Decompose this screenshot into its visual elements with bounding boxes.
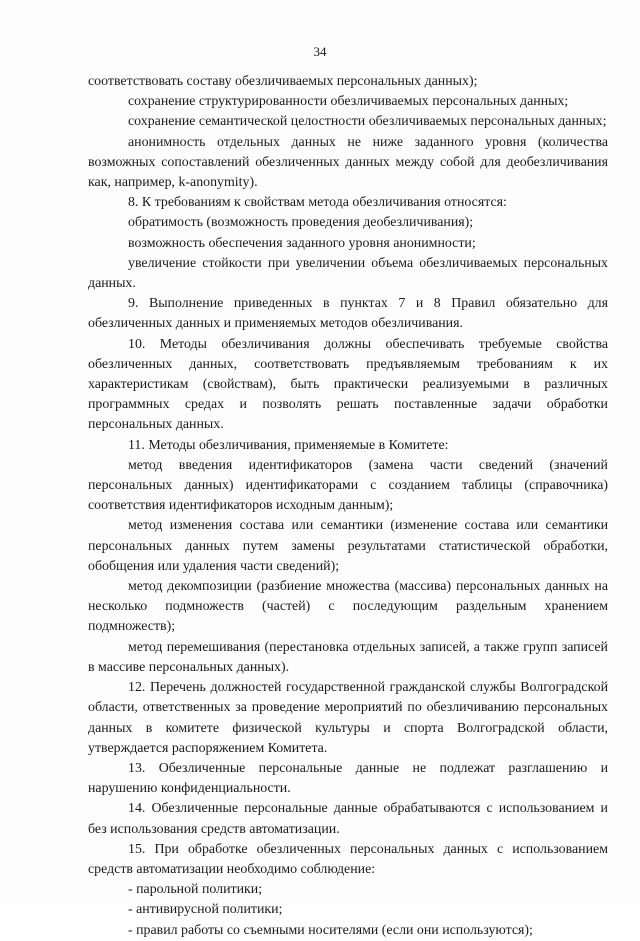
paragraph: метод декомпозиции (разбиение множества (массива) персональных данных на несколько подмножеств (частей) с последующим раздельным хранением подмножеств); [88,579,608,635]
paragraph: 9. Выполнение приведенных в пунктах 7 и 8 Правил обязательно для обезличенных данных и применяемых методов обезличивания. [88,296,608,332]
paragraph: 12. Перечень должностей государственной гражданской службы Волгоградской области, ответственных за проведение мероприятий по обезличиванию персональных данных в комитете физической культуры и спорта Волгоградской области, утверждается распоряжением Комитета. [88,680,608,756]
paragraph: метод перемешивания (перестановка отдельных записей, а также групп записей в массиве персональных данных). [88,639,608,675]
paragraph: сохранение семантической целостности обезличиваемых персональных данных; [128,114,607,130]
paragraph: возможность обеспечения заданного уровня анонимности; [128,235,476,251]
list-item: - правил работы со съемными носителями (если они используются); [128,922,533,938]
paragraph: анонимность отдельных данных не ниже заданного уровня (количества возможных сопоставлений обезличенных данных между собой для деобезличивания как, например, k-anonymity). [88,134,608,191]
paragraph: метод изменения состава или семантики (изменение состава или семантики персональных данных путем замены результатами статистической обработки, обобщения или удаления части сведений); [88,518,608,574]
paragraph: сохранение структурированности обезличиваемых персональных данных; [128,94,569,110]
paragraph: 8. К требованиям к свойствам метода обезличивания относятся: [128,195,507,211]
page-number: 34 [313,44,327,59]
paragraph: 14. Обезличенные персональные данные обрабатываются с использованием и без использования средств автоматизации. [88,801,608,837]
paragraph: 15. При обработке обезличенных персональных данных с использованием средств автоматизации необходимо соблюдение: [88,841,608,877]
list-item: - парольной политики; [128,882,263,898]
paragraph: соответствовать составу обезличиваемых персональных данных); [88,74,478,89]
paragraph: обратимость (возможность проведения деобезличивания); [128,215,474,231]
paragraph: увеличение стойкости при увеличении объема обезличиваемых персональных данных. [88,255,608,292]
body-text [88,72,608,941]
paragraph: 10. Методы обезличивания должны обеспечивать требуемые свойства обезличенных данных, соответствовать предъявляемым требованиям к их характеристикам (свойствам), быть практически реализуемыми в различных программных средах и позволять решать поставленные задачи обработки персональных данных. [88,336,608,433]
paragraph: метод введения идентификаторов (замена части сведений (значений персональных данных) идентификаторами с созданием таблицы (справочника) соответствия идентификаторов исходным данным); [88,457,608,514]
list-item: - антивирусной политики; [128,902,283,918]
paragraph: 13. Обезличенные персональные данные не подлежат разглашению и нарушению конфиденциальности. [88,760,608,797]
paragraph: 11. Методы обезличивания, применяемые в Комитете: [128,437,449,453]
